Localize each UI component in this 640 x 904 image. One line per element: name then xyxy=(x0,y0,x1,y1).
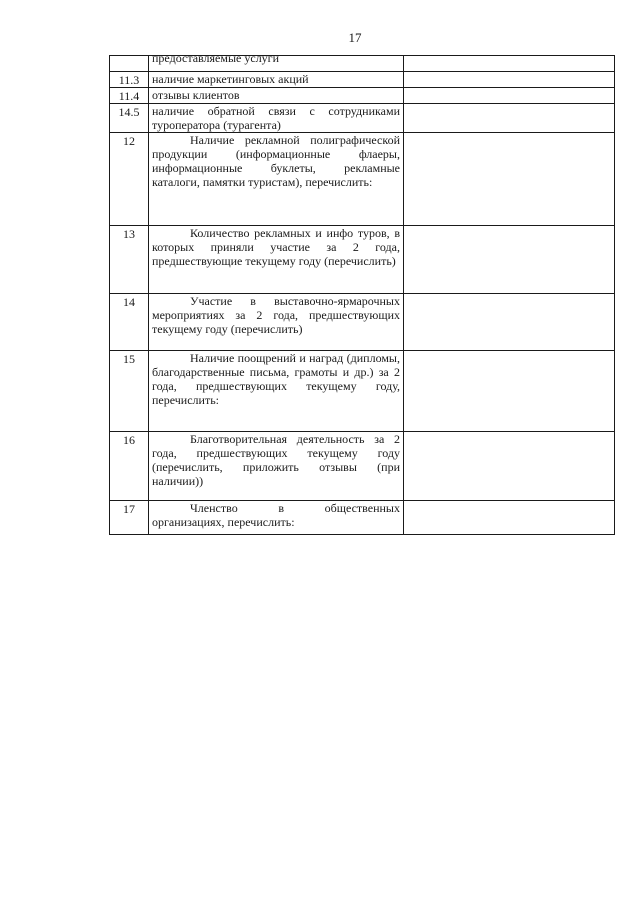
row-description-text: предоставляемые услуги xyxy=(152,51,280,65)
table-row xyxy=(110,88,615,104)
answer-cell[interactable] xyxy=(404,226,615,294)
row-description xyxy=(149,432,404,501)
table-row xyxy=(110,133,615,226)
row-number xyxy=(110,56,149,72)
row-description xyxy=(149,351,404,432)
answer-cell[interactable] xyxy=(404,294,615,351)
page-number: 17 xyxy=(348,30,362,45)
table-row xyxy=(110,432,615,501)
answer-cell[interactable] xyxy=(404,88,615,104)
row-description: отзывы клиентов xyxy=(149,88,404,104)
table-row xyxy=(110,226,615,294)
row-number: 14.5 xyxy=(110,104,149,133)
answer-cell[interactable] xyxy=(404,501,615,535)
row-number: 11.3 xyxy=(110,72,149,88)
answer-cell[interactable] xyxy=(404,432,615,501)
row-description: наличие обратной связи с сотрудниками туроператора (турагента) xyxy=(149,104,404,133)
row-description xyxy=(149,501,404,535)
row-number: 15 xyxy=(110,351,149,432)
table-row xyxy=(110,294,615,351)
answer-cell[interactable] xyxy=(404,72,615,88)
row-number: 11.4 xyxy=(110,88,149,104)
answer-cell[interactable] xyxy=(404,351,615,432)
table-row xyxy=(110,104,615,133)
row-description-text: Членство в общественных организациях, перечислить: xyxy=(152,501,400,529)
row-description-text: Наличие поощрений и наград (дипломы, благодарственные письма, грамоты и др.) за 2 года, предшествующих текущему году, перечислить: xyxy=(152,351,400,407)
answer-cell[interactable] xyxy=(404,104,615,133)
row-description xyxy=(149,133,404,226)
questionnaire-table xyxy=(109,51,615,535)
table-row xyxy=(110,501,615,535)
answer-cell[interactable] xyxy=(404,133,615,226)
row-description xyxy=(149,51,404,72)
row-number: 14 xyxy=(110,294,149,351)
row-description-text: Количество рекламных и инфо туров, в которых приняли участие за 2 года, предшествующие текущему году (перечислить) xyxy=(152,226,400,268)
table-row xyxy=(110,56,615,72)
row-number: 17 xyxy=(110,501,149,535)
row-description-text: Наличие рекламной полиграфической продукции (информационные флаеры, информационные буклеты, рекламные каталоги, памятки туристам), перечислить: xyxy=(152,133,400,189)
row-number: 16 xyxy=(110,432,149,501)
row-description: наличие маркетинговых акций xyxy=(149,72,404,88)
row-description xyxy=(149,226,404,294)
row-number: 13 xyxy=(110,226,149,294)
row-description xyxy=(149,294,404,351)
table-row xyxy=(110,351,615,432)
answer-cell[interactable] xyxy=(404,56,615,72)
row-number: 12 xyxy=(110,133,149,226)
table-row xyxy=(110,72,615,88)
row-description-text: Благотворительная деятельность за 2 года, предшествующих текущему году (перечислить, приложить отзывы (при наличии)) xyxy=(152,432,400,488)
row-description-text: Участие в выставочно-ярмарочных мероприятиях за 2 года, предшествующих текущему году (перечислить) xyxy=(152,294,400,336)
